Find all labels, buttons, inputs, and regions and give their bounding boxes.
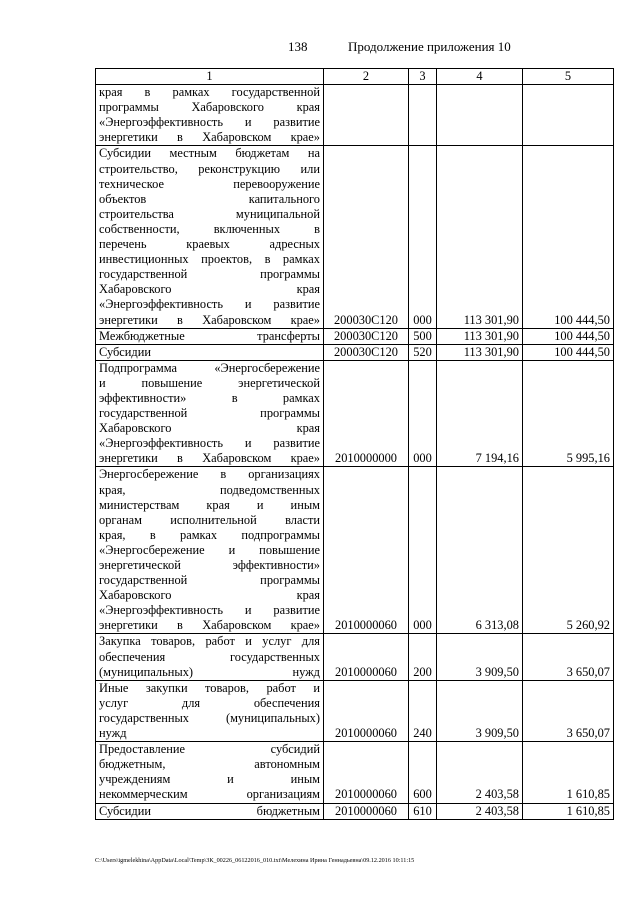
description-line: нужд xyxy=(99,726,127,741)
amount-column-4: 7 194,16 xyxy=(437,360,523,467)
table-row xyxy=(96,344,614,360)
description-line: министерствам края и иным xyxy=(99,497,320,512)
description-line: строительства муниципальной xyxy=(99,206,320,221)
description-line: Хабаровского края xyxy=(99,282,320,297)
amount-column-5: 100 444,50 xyxy=(523,328,614,344)
amount-column-4: 113 301,90 xyxy=(437,328,523,344)
amount-column-5: 3 650,07 xyxy=(523,634,614,680)
expense-type-code: 520 xyxy=(409,344,437,360)
amount-column-5: 3 650,07 xyxy=(523,680,614,741)
description-line: «Энергоэффективность и развитие xyxy=(99,115,320,130)
target-article-code: 2010000060 xyxy=(324,742,409,803)
file-path-footer: C:\Users\igmelekhina\AppData\Local\Temp\ЗК_00226_06122016_010.txt\Мелехина Ирина Геннадьевна\09.12.2016 10:11:15 xyxy=(95,857,415,864)
column-header-4: 4 xyxy=(437,69,523,85)
page-number: 138 xyxy=(288,39,308,54)
description-line: Субсидии бюджетным xyxy=(99,803,320,818)
amount-column-4 xyxy=(437,85,523,146)
row-description xyxy=(96,85,324,146)
amount-column-5: 100 444,50 xyxy=(523,146,614,328)
column-header-5: 5 xyxy=(523,69,614,85)
description-line: строительство, реконструкцию или xyxy=(99,161,320,176)
amount-column-4: 113 301,90 xyxy=(437,344,523,360)
description-line: обеспечения государственных xyxy=(99,649,320,664)
description-line: энергетической эффективности» xyxy=(99,558,320,572)
description-line: «Энергоэффективность и развитие xyxy=(99,603,320,618)
description-line: Предоставление субсидий xyxy=(99,742,320,757)
expense-type-code: 000 xyxy=(409,467,437,634)
table-row xyxy=(96,742,614,803)
expense-type-code: 500 xyxy=(409,328,437,344)
description-line: энергетики в Хабаровском крае» xyxy=(99,130,320,145)
table-header-row xyxy=(96,69,614,85)
description-line: объектов капитального xyxy=(99,191,320,206)
description-line: края в рамках государственной xyxy=(99,85,320,100)
amount-column-5 xyxy=(523,85,614,146)
row-description xyxy=(96,680,324,741)
description-line: края, подведомственных xyxy=(99,482,320,497)
target-article-code: 200030С120 xyxy=(324,146,409,328)
column-header-1: 1 xyxy=(96,69,324,85)
description-line: программы Хабаровского края xyxy=(99,100,320,115)
description-line: инвестиционных проектов, в рамках xyxy=(99,252,320,267)
row-description xyxy=(96,803,324,819)
description-line: Хабаровского края xyxy=(99,588,320,603)
description-line: энергетики в Хабаровском крае» xyxy=(99,618,320,633)
row-description xyxy=(96,146,324,328)
amount-column-4: 2 403,58 xyxy=(437,742,523,803)
target-article-code: 2010000060 xyxy=(324,680,409,741)
table-row xyxy=(96,328,614,344)
table-row xyxy=(96,467,614,634)
target-article-code: 200030С120 xyxy=(324,344,409,360)
column-header-3: 3 xyxy=(409,69,437,85)
row-description xyxy=(96,742,324,803)
description-line: Субсидии местным бюджетам на xyxy=(99,146,320,161)
page-continuation-title: Продолжение приложения 10 xyxy=(348,39,511,54)
description-line: органам исполнительной власти xyxy=(99,512,320,527)
table-row xyxy=(96,146,614,328)
description-line: Субсидии xyxy=(99,344,151,359)
description-line: края, в рамках подпрограммы xyxy=(99,527,320,542)
description-line: государственной программы xyxy=(99,267,320,282)
amount-column-5: 5 260,92 xyxy=(523,467,614,634)
target-article-code: 2010000060 xyxy=(324,634,409,680)
amount-column-4: 113 301,90 xyxy=(437,146,523,328)
target-article-code: 200030С120 xyxy=(324,328,409,344)
table-row xyxy=(96,803,614,819)
target-article-code xyxy=(324,85,409,146)
description-line: «Энергоэффективность и развитие xyxy=(99,297,320,312)
description-line: бюджетным, автономным xyxy=(99,757,320,772)
table-row xyxy=(96,634,614,680)
description-line: Закупка товаров, работ и услуг для xyxy=(99,634,320,649)
expense-type-code xyxy=(409,85,437,146)
description-line: и повышение энергетической xyxy=(99,375,320,390)
amount-column-5: 100 444,50 xyxy=(523,344,614,360)
description-line: некоммерческим организациям xyxy=(99,787,320,802)
description-line: техническое перевооружение xyxy=(99,176,320,191)
expense-type-code: 000 xyxy=(409,360,437,467)
description-line: государственных (муниципальных) xyxy=(99,710,320,725)
row-description xyxy=(96,467,324,634)
table-row xyxy=(96,85,614,146)
description-line: «Энергосбережение и повышение xyxy=(99,542,320,557)
row-description xyxy=(96,634,324,680)
description-line: собственности, включенных в xyxy=(99,221,320,236)
description-line: государственной программы xyxy=(99,406,320,421)
description-line: Энергосбережение в организациях xyxy=(99,467,320,482)
target-article-code: 2010000060 xyxy=(324,803,409,819)
description-line: Подпрограмма «Энергосбережение xyxy=(99,360,320,375)
description-line: услуг для обеспечения xyxy=(99,695,320,710)
description-line: эффективности» в рамках xyxy=(99,390,320,405)
amount-column-5: 5 995,16 xyxy=(523,360,614,467)
expense-type-code: 200 xyxy=(409,634,437,680)
amount-column-4: 3 909,50 xyxy=(437,680,523,741)
description-line: (муниципальных) нужд xyxy=(99,664,320,679)
expense-type-code: 600 xyxy=(409,742,437,803)
target-article-code: 2010000000 xyxy=(324,360,409,467)
description-line: учреждениям и иным xyxy=(99,772,320,787)
description-line: «Энергоэффективность и развитие xyxy=(99,436,320,451)
amount-column-5: 1 610,85 xyxy=(523,803,614,819)
description-line: Межбюджетные трансферты xyxy=(99,328,320,343)
amount-column-4: 3 909,50 xyxy=(437,634,523,680)
amount-column-5: 1 610,85 xyxy=(523,742,614,803)
expense-type-code: 240 xyxy=(409,680,437,741)
amount-column-4: 2 403,58 xyxy=(437,803,523,819)
target-article-code: 2010000060 xyxy=(324,467,409,634)
amount-column-4: 6 313,08 xyxy=(437,467,523,634)
description-line: перечень краевых адресных xyxy=(99,237,320,252)
table-row xyxy=(96,360,614,467)
row-description xyxy=(96,328,324,344)
expense-type-code: 610 xyxy=(409,803,437,819)
budget-table xyxy=(95,68,614,820)
expense-type-code: 000 xyxy=(409,146,437,328)
description-line: Иные закупки товаров, работ и xyxy=(99,680,320,695)
description-line: энергетики в Хабаровском крае» xyxy=(99,312,320,327)
description-line: энергетики в Хабаровском крае» xyxy=(99,451,320,466)
row-description xyxy=(96,344,324,360)
table-row xyxy=(96,680,614,741)
column-header-2: 2 xyxy=(324,69,409,85)
description-line: государственной программы xyxy=(99,573,320,588)
description-line: Хабаровского края xyxy=(99,421,320,436)
row-description xyxy=(96,360,324,467)
